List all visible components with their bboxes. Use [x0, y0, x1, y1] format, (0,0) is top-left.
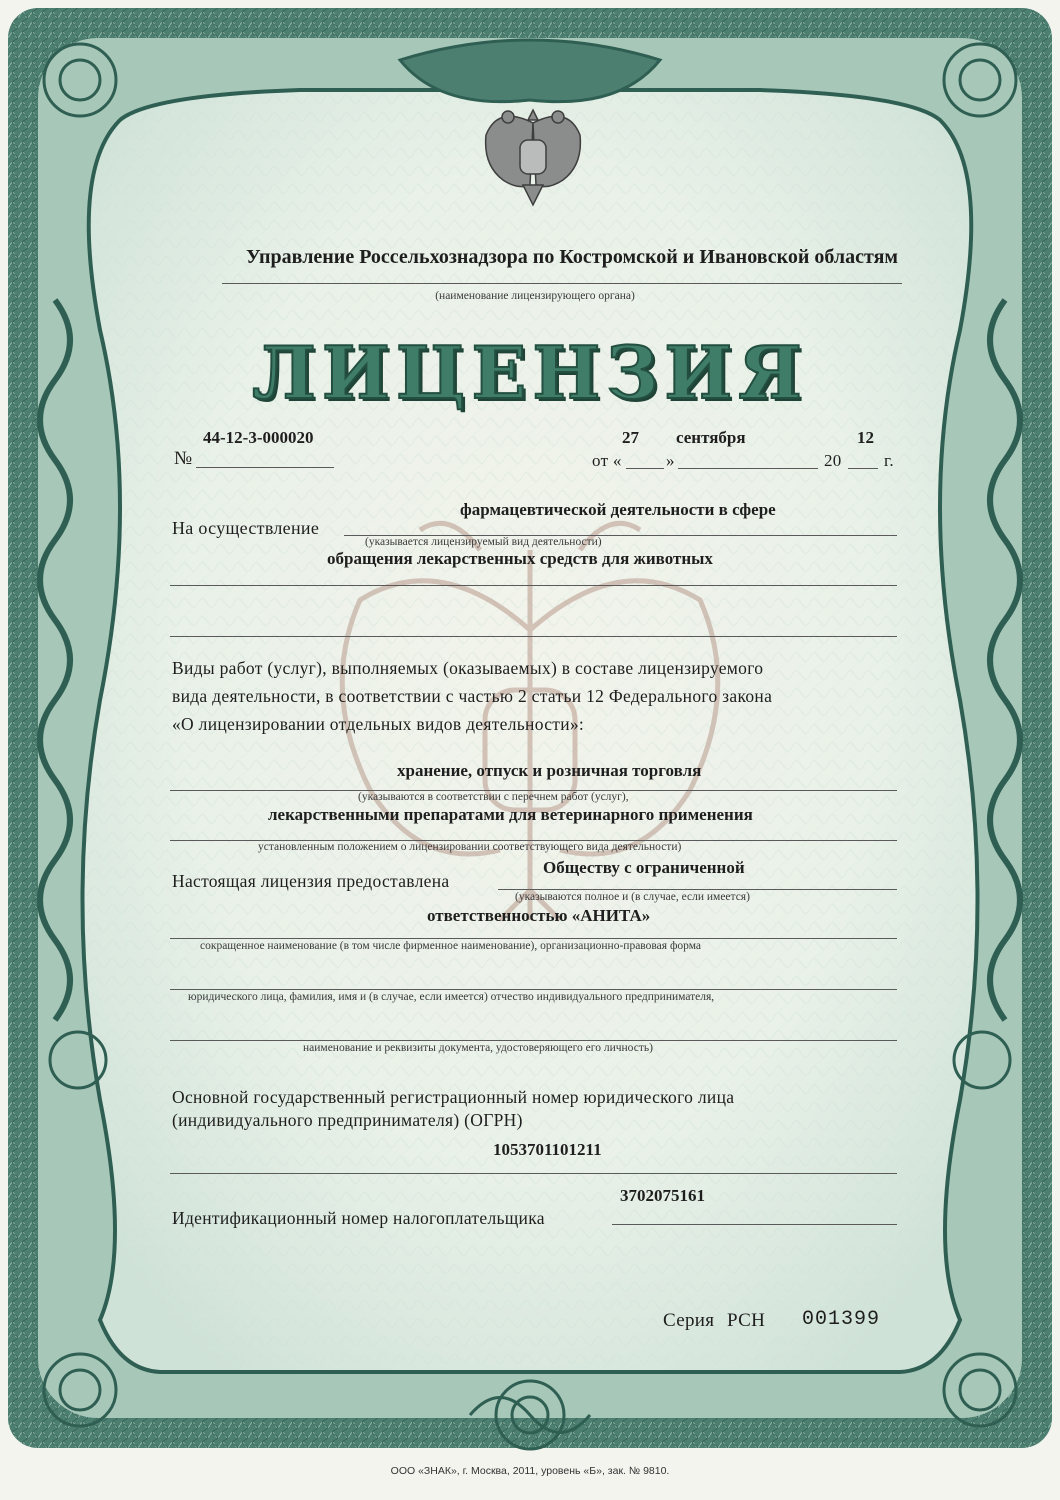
activity-underline2 — [170, 585, 897, 586]
date-month: сентября — [676, 428, 746, 447]
authority-hint: (наименование лицензирующего органа) — [435, 290, 635, 302]
date-day-underline — [626, 468, 664, 469]
series-code: РСН — [727, 1310, 766, 1331]
inn-label: Идентификационный номер налогоплательщика — [172, 1208, 545, 1228]
licensee-underline2 — [170, 938, 897, 939]
number-underline — [196, 467, 334, 468]
ogrn-value: 1053701101211 — [493, 1140, 602, 1159]
ogrn-underline — [170, 1173, 897, 1174]
printer-line: ООО «ЗНАК», г. Москва, 2011, уровень «Б», зак. № 9810. — [390, 1465, 670, 1477]
date-year: 12 — [857, 428, 874, 447]
series-label: Серия — [663, 1310, 715, 1331]
licensee-underline1 — [498, 889, 897, 890]
date-month-underline — [678, 468, 818, 469]
licensee-hint4: наименование и реквизиты документа, удостоверяющего его личность) — [303, 1042, 653, 1054]
double-headed-eagle-icon — [478, 95, 588, 215]
licensee-hint1: (указываются полное и (в случае, если имеется) — [515, 891, 750, 903]
works-value-line1: хранение, отпуск и розничная торговля — [397, 761, 702, 780]
date-year-underline — [848, 468, 878, 469]
date-year-suffix: г. — [884, 451, 894, 470]
licensee-label: Настоящая лицензия предоставлена — [172, 871, 450, 891]
activity-underline3 — [170, 636, 897, 637]
works-hint1: (указываются в соответствии с перечнем работ (услуг), — [358, 791, 629, 803]
date-day: 27 — [622, 428, 639, 447]
licensee-underline4 — [170, 1040, 897, 1041]
number-label: № — [174, 448, 193, 469]
inn-value: 3702075161 — [620, 1186, 705, 1205]
date-century: 20 — [824, 451, 842, 470]
date-from-label: от « — [592, 451, 622, 470]
licensee-value-line2: ответственностью «АНИТА» — [427, 906, 651, 925]
authority-name: Управление Россельхознадзора по Костромской и Ивановской областям — [245, 246, 899, 268]
licensee-underline3 — [170, 989, 897, 990]
date-quote-close: » — [666, 451, 675, 470]
works-value-line2: лекарственными препаратами для ветеринарного применения — [268, 805, 753, 824]
ogrn-label-line2: (индивидуального предпринимателя) (ОГРН) — [172, 1110, 523, 1130]
works-paragraph-line3: «О лицензировании отдельных видов деятельности»: — [172, 714, 585, 734]
licensee-value-line1: Обществу с ограниченной — [543, 858, 745, 877]
activity-value-line1: фармацевтической деятельности в сфере — [460, 500, 776, 519]
license-number: 44-12-3-000020 — [203, 428, 314, 447]
authority-underline — [222, 283, 902, 284]
license-title: ЛИЦЕНЗИЯ — [252, 330, 808, 415]
licensee-hint3: юридического лица, фамилия, имя и (в случае, если имеется) отчество индивидуального предпринимателя, — [188, 991, 715, 1003]
ogrn-label-line1: Основной государственный регистрационный номер юридического лица — [172, 1087, 735, 1107]
licensee-hint2: сокращенное наименование (в том числе фирменное наименование), организационно-правовая форма — [200, 940, 702, 952]
series-number: 001399 — [802, 1308, 881, 1331]
activity-label: На осуществление — [172, 518, 320, 538]
activity-value-line2: обращения лекарственных средств для животных — [327, 549, 713, 568]
works-paragraph-line2: вида деятельности, в соответствии с частью 2 статьи 12 Федерального закона — [172, 686, 773, 706]
activity-hint: (указывается лицензируемый вид деятельности) — [365, 536, 602, 548]
inn-underline — [612, 1224, 897, 1225]
works-hint2: установленным положением о лицензировании соответствующего вида деятельности) — [258, 841, 682, 853]
works-paragraph-line1: Виды работ (услуг), выполняемых (оказываемых) в составе лицензируемого — [172, 658, 764, 678]
